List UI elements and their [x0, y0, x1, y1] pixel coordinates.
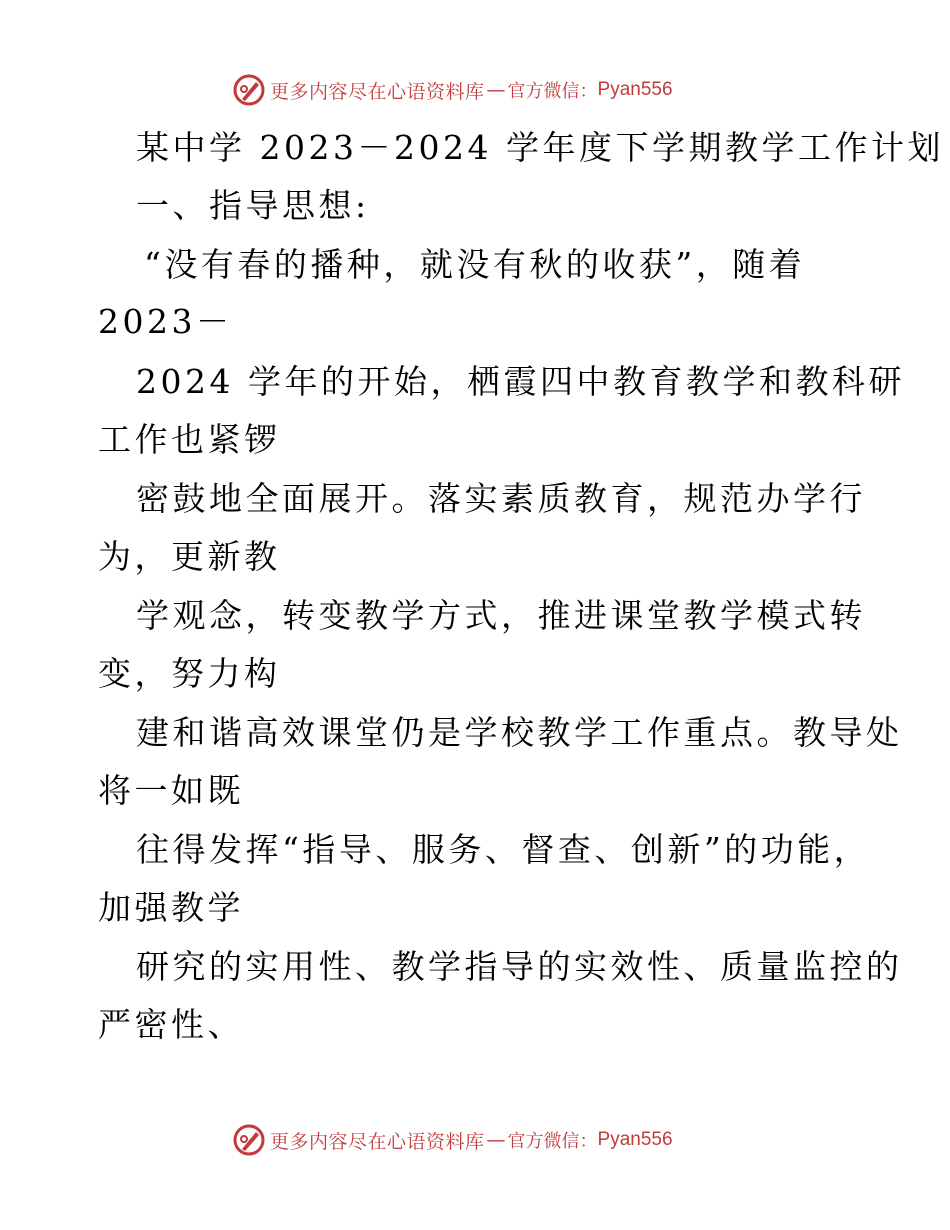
watermark-brand: 更多内容尽在心语资料库 — [270, 1130, 485, 1153]
body-line: 2024 学年的开始，栖霞四中教育教学和教科研 — [136, 362, 905, 401]
body-line: 研究的实用性、教学指导的实效性、质量监控的 — [136, 947, 903, 986]
watermark-separator: — — [486, 1129, 506, 1151]
body-line: 变，努力构 — [98, 654, 281, 693]
watermark-separator: — — [486, 79, 506, 101]
body-line: 2023－ — [98, 302, 233, 341]
watermark-wechat-label: 官方微信： — [507, 81, 598, 102]
watermark-brand: 更多内容尽在心语资料库 — [270, 80, 485, 103]
body-line: 往得发挥“指导、服务、督查、创新”的功能， — [136, 830, 871, 869]
body-line: 工作也紧锣 — [98, 420, 281, 459]
section-heading: 一、指导思想: — [136, 186, 370, 225]
quill-circle-logo-icon — [232, 1123, 266, 1157]
body-line: 学观念，转变教学方式，推进课堂教学模式转 — [136, 596, 866, 635]
body-line: 严密性、 — [98, 1005, 244, 1044]
document-title: 某中学 2023－2024 学年度下学期教学工作计划 — [136, 128, 944, 167]
body-line: “没有春的播种，就没有秋的收获”，随着 — [144, 245, 806, 284]
watermark-banner-bottom — [232, 1122, 673, 1158]
body-line: 将一如既 — [98, 771, 244, 810]
watermark-wechat-account: Pyan556 — [597, 79, 673, 100]
body-line: 建和谐高效课堂仍是学校教学工作重点。教导处 — [136, 713, 903, 752]
body-line: 密鼓地全面展开。落实素质教育，规范办学行 — [136, 479, 866, 518]
watermark-banner-top — [232, 72, 673, 108]
watermark-wechat-label: 官方微信： — [507, 1131, 598, 1152]
watermark-wechat-account: Pyan556 — [597, 1129, 673, 1150]
quill-circle-logo-icon — [232, 73, 266, 107]
body-line: 为，更新教 — [98, 537, 281, 576]
body-line: 加强教学 — [98, 888, 244, 927]
